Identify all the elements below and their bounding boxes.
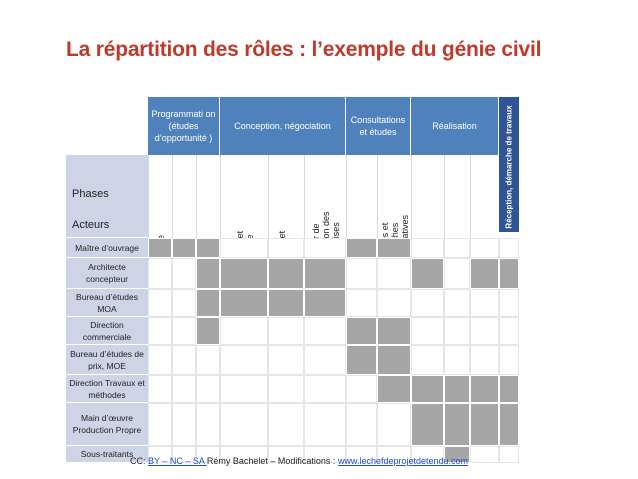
- role-cell: [377, 238, 411, 258]
- role-cell: [172, 403, 196, 446]
- role-cell: [268, 403, 304, 446]
- role-cell: [470, 375, 499, 403]
- role-cell: [148, 345, 172, 375]
- role-cell: [499, 375, 519, 403]
- role-cell: [172, 258, 196, 289]
- role-cell: [346, 345, 377, 375]
- role-cell: [304, 258, 346, 289]
- role-cell: [411, 345, 444, 375]
- role-cell: [172, 345, 196, 375]
- role-cell: [470, 258, 499, 289]
- role-cell: [411, 238, 444, 258]
- footer-credit: Rémy Bachelet – Modifications :: [206, 456, 338, 466]
- role-cell: [196, 258, 220, 289]
- role-cell: [220, 238, 268, 258]
- actor-label: Direction Travaux et méthodes: [66, 375, 148, 403]
- role-cell: [268, 289, 304, 317]
- role-cell: [268, 345, 304, 375]
- role-cell: [411, 403, 444, 446]
- actor-label: Direction commerciale: [66, 317, 148, 345]
- role-cell: [220, 345, 268, 375]
- phase-header: [148, 155, 172, 238]
- role-cell: [346, 238, 377, 258]
- role-cell: [411, 317, 444, 345]
- role-cell: [148, 403, 172, 446]
- license-link[interactable]: BY – NC – SA: [148, 456, 207, 466]
- actor-label: Main d’œuvre Production Propre: [66, 403, 148, 446]
- role-cell: [499, 289, 519, 317]
- phase-header: [411, 155, 444, 238]
- group-programmation: Programmati on (études d’opportunité ): [148, 97, 220, 155]
- role-cell: [444, 375, 470, 403]
- role-cell: [220, 317, 268, 345]
- role-cell: [196, 289, 220, 317]
- role-cell: [304, 289, 346, 317]
- phase-header: [172, 155, 196, 238]
- role-cell: [346, 403, 377, 446]
- role-cell: [444, 258, 470, 289]
- role-cell: [148, 289, 172, 317]
- role-cell: [444, 289, 470, 317]
- actor-label: Architecte concepteur: [66, 258, 148, 289]
- website-link[interactable]: www.lechefdeprojetdetendu.com: [337, 456, 469, 466]
- actor-label: Bureau d’études de prix, MOE: [66, 345, 148, 375]
- actor-label: Bureau d’études MOA: [66, 289, 148, 317]
- role-cell: [304, 317, 346, 345]
- role-cell: [304, 345, 346, 375]
- role-cell: [172, 289, 196, 317]
- role-cell: [148, 317, 172, 345]
- role-cell: [346, 317, 377, 345]
- phase-header: [220, 155, 268, 238]
- role-cell: [304, 375, 346, 403]
- phase-header: [470, 155, 499, 238]
- role-cell: [148, 375, 172, 403]
- role-cell: [196, 317, 220, 345]
- role-cell: [377, 258, 411, 289]
- role-cell: [268, 258, 304, 289]
- role-cell: [470, 289, 499, 317]
- role-cell: [172, 375, 196, 403]
- role-cell: [172, 238, 196, 258]
- phase-header: [346, 155, 377, 238]
- role-cell: [444, 317, 470, 345]
- role-cell: [499, 403, 519, 446]
- role-cell: [172, 317, 196, 345]
- footer-prefix: CC:: [130, 456, 148, 466]
- role-cell: [444, 345, 470, 375]
- role-cell: [444, 403, 470, 446]
- role-cell: [220, 258, 268, 289]
- role-cell: [470, 446, 499, 463]
- role-cell: [377, 345, 411, 375]
- role-cell: [346, 375, 377, 403]
- role-cell: [499, 238, 519, 258]
- role-cell: [346, 289, 377, 317]
- role-cell: [304, 403, 346, 446]
- role-cell: [499, 345, 519, 375]
- role-cell: [377, 317, 411, 345]
- role-cell: [377, 403, 411, 446]
- role-cell: [499, 258, 519, 289]
- role-cell: [470, 403, 499, 446]
- phase-header: [377, 155, 411, 238]
- footer: [130, 456, 468, 466]
- role-cell: [499, 446, 519, 463]
- group-consultations: Consultations et études: [346, 97, 411, 155]
- role-cell: [470, 238, 499, 258]
- phases-label: Phases: [72, 188, 109, 200]
- actors-label: Acteurs: [72, 219, 110, 231]
- role-cell: [377, 375, 411, 403]
- role-cell: [220, 403, 268, 446]
- role-cell: [499, 317, 519, 345]
- role-cell: [377, 289, 411, 317]
- group-realisation: Réalisation: [411, 97, 499, 155]
- role-cell: [220, 375, 268, 403]
- role-cell: [148, 258, 172, 289]
- phase-header: [444, 155, 470, 238]
- phase-header: [268, 155, 304, 238]
- phase-header: [304, 155, 346, 238]
- role-cell: [304, 238, 346, 258]
- page-title: La répartition des rôles : l’exemple du génie civil: [66, 38, 542, 61]
- phase-header: [196, 155, 220, 238]
- role-cell: [196, 345, 220, 375]
- phases-actors-header: [66, 155, 148, 238]
- role-cell: [470, 317, 499, 345]
- role-cell: [268, 375, 304, 403]
- role-cell: [196, 403, 220, 446]
- role-cell: [148, 238, 172, 258]
- role-cell: [346, 258, 377, 289]
- group-reception: Réception, démarche de travaux: [499, 97, 519, 232]
- role-cell: [196, 238, 220, 258]
- role-cell: [470, 345, 499, 375]
- role-cell: [220, 289, 268, 317]
- role-cell: [411, 289, 444, 317]
- role-cell: [411, 375, 444, 403]
- role-cell: [268, 317, 304, 345]
- role-cell: [196, 375, 220, 403]
- actor-label: Sous-traitants: [66, 446, 148, 463]
- role-cell: [268, 238, 304, 258]
- role-cell: [444, 238, 470, 258]
- role-cell: [411, 258, 444, 289]
- group-conception: Conception, négociation: [220, 97, 346, 155]
- actor-label: Maître d’ouvrage: [66, 238, 148, 258]
